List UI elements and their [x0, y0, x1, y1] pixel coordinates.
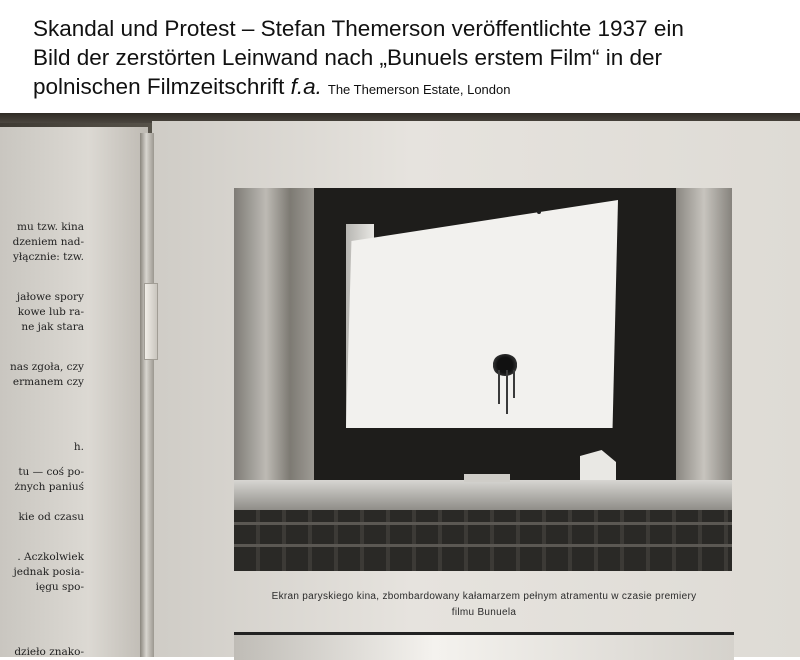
left-text-line: . Aczkolwiek — [17, 551, 84, 563]
ink-speck — [537, 210, 541, 214]
left-text-line: h. — [73, 441, 84, 453]
figure-caption — [33, 14, 793, 104]
caption-line-3-text: polnischen Filmzeitschrift — [33, 74, 291, 99]
caption-line-1: Skandal und Protest – Stefan Themerson veröffentlichte 1937 ein — [33, 16, 684, 41]
left-text-line: kie od czasu — [18, 511, 84, 523]
left-text-line: dzieło znako- — [14, 646, 84, 657]
curtain-left — [234, 188, 314, 488]
caption-line-2: Bild der zerstörten Leinwand nach „Bunuels erstem Film“ in der — [33, 45, 663, 70]
left-text-line: żnych paniuś — [14, 481, 84, 493]
caption-line-3 — [33, 72, 793, 104]
paper-clip — [144, 283, 158, 360]
left-text-line: jałowe spory — [16, 291, 84, 303]
left-magazine-page — [0, 127, 148, 657]
left-text-line: yłącznie: tzw. — [12, 251, 84, 263]
left-text-line: mu tzw. kina — [17, 221, 84, 233]
left-text-line: dzeniem nad- — [12, 236, 84, 248]
left-text-line: ermanem czy — [12, 376, 84, 388]
stage-edge — [234, 480, 732, 510]
printed-cinema-photo — [234, 188, 732, 571]
left-text-line: jednak posia- — [13, 566, 84, 578]
photo-caption-line-2: filmu Bunuela — [451, 607, 517, 618]
photo-caption-line-1: Ekran paryskiego kina, zbombardowany kałamarzem pełnym atramentu w czasie premiery — [271, 591, 697, 602]
page-gutter — [140, 133, 154, 657]
photo-credit: The Themerson Estate, London — [327, 82, 511, 97]
ink-drip — [506, 370, 508, 414]
stage-object — [464, 474, 510, 482]
cinema-seats — [234, 510, 732, 571]
magazine-title: f.a. — [290, 74, 322, 99]
left-text-line: nas zgoła, czy — [9, 361, 84, 373]
seat-row — [234, 544, 732, 547]
left-text-line: ięgu spo- — [35, 581, 84, 593]
ink-drip — [513, 370, 515, 398]
curtain-right — [676, 188, 732, 488]
left-text-line: ne jak stara — [21, 321, 84, 333]
left-text-line: tu — coś po- — [18, 466, 84, 478]
left-text-line: kowe lub ra- — [17, 306, 84, 318]
printed-photo-caption — [230, 589, 738, 621]
seat-row — [234, 522, 732, 525]
next-printed-photo — [234, 632, 734, 660]
ink-drip — [498, 370, 500, 404]
